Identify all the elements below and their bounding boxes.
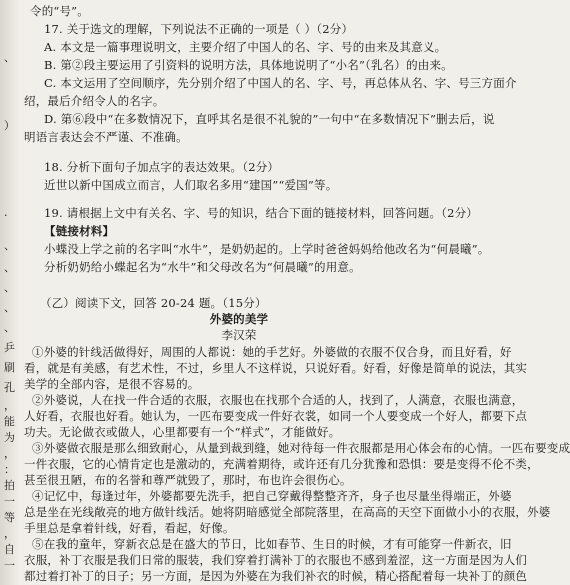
edge-mark: 、: [4, 239, 15, 252]
q16-tail-line: 令的“号”。: [30, 4, 89, 18]
q17-option-d: D. 第⑥段中“在多数情况下，直呼其名是很不礼貌的”一句中“在多数情况下”删去后，说: [44, 112, 495, 126]
q17-option-c-cont: 绍，最后介绍令人的名字。: [24, 94, 165, 108]
para4-line2: 总是坐在光线敞亮的地方做针线活。她将阴暗感觉全部院落里，在高高的天空下面做小小的衣服，外婆: [24, 505, 551, 519]
para1-line3: 美学的全部内容，是很不容易的。: [24, 377, 200, 391]
q17-option-d-cont: 明语言表达会不严谨、不准确。: [24, 130, 188, 144]
essay-author: 李汉荣: [221, 328, 257, 342]
edge-mark: ：: [4, 463, 15, 476]
para1-line2: 看，就是有美感，有艺术性，不过，乡里人不这样说，只说好看。好看，好像是简单的说法，其实: [24, 361, 528, 375]
q18-stem: 18. 分析下面句子加点字的表达效果。（2分）: [44, 160, 280, 174]
q19-stem: 19. 请根据上文中有关名、字、号的知识，结合下面的链接材料，回答问题。（2分）: [44, 206, 479, 220]
para2-line3: 功夫。无论做衣或做人，心里都要有一个“样式”，才能做好。: [24, 425, 341, 439]
para1-line1: ①外婆的针线活做得好，周围的人都说：她的手艺好。外婆做的衣服不仅合身，而且好看，好: [32, 345, 512, 359]
edge-mark: 刷: [4, 361, 15, 374]
para5-line2: 衣服，补丁衣服是我们日常的服装，我们穿着打满补丁的衣服也不感到羞涩，这一方面是因为人们: [24, 553, 528, 567]
edge-mark: 拍: [4, 479, 15, 492]
link-material-heading: 【链接材料】: [44, 224, 115, 238]
link-material-text: 小蝶没上学之前的名字叫“水牛”，是奶奶起的。上学时爸爸妈妈给他改名为“何晨曦”。: [44, 242, 490, 256]
para3-line2: 一件衣服，它的心情肯定也是激动的，充满着期待，或许还有几分犹豫和恐惧：要是变得不伦不类，: [24, 457, 539, 471]
para2-line1: ②外婆说，人在找一件合适的衣服，衣服也在找那个合适的人，找到了，人满意，衣服也满意，: [32, 393, 524, 407]
edge-mark: ，: [4, 527, 15, 540]
edge-mark: 一: [4, 495, 15, 508]
q17-stem: 17. 关于选文的理解，下列说法不正确的一项是（ ）（2分）: [44, 22, 354, 36]
edge-mark: 、: [4, 261, 15, 274]
para2-line2: 人好看，衣服也好看。她认为，一匹布要变成一件好衣裳，如同一个人要变成一个好人，都要下点: [24, 409, 528, 423]
edge-mark: ，: [4, 447, 15, 460]
para5-line3: 都过着打补丁的日子；另一方面，是因为外婆在为我们补衣的时候，精心搭配着每一块补丁的颜色: [24, 569, 528, 583]
q18-sentence: 近世以新中国成立而言，人们取名多用“建国”“爱国”等。: [44, 178, 338, 192]
para4-line1: ④记忆中，每逢过年，外婆都要先洗手，把自己穿戴得整整齐齐，身子也尽量坐得端正，外婆: [32, 489, 512, 503]
para4-line3: 手里总是拿着针线，好看，看起，好像。: [24, 521, 235, 535]
edge-mark: 、: [4, 301, 15, 314]
section-b-intro: （乙）阅读下文，回答 20-24 题。（15分）: [40, 296, 267, 310]
edge-mark: 为: [4, 431, 15, 444]
q17-option-c: C. 本文运用了空间顺序，先分别介绍了中国人的名、字、号，再总体从名、字、号三方面介: [44, 76, 517, 90]
edge-mark: 自: [4, 543, 15, 556]
para5-line1: ⑤在我的童年，穿新衣总是在盛大的节日，比如春节、生日的时候，才有可能穿一件新衣，旧: [32, 537, 512, 551]
q19-question: 分析奶奶给小蝶起名为“水牛”和父母改名为“何晨曦”的用意。: [44, 260, 361, 274]
para3-line1: ③外婆做衣服是那么细致耐心，从量到裁到缝，她对待每一件衣服都是用心体会布的心情。一匹布要变成: [32, 441, 570, 455]
page-binding-edge: [0, 0, 20, 585]
para3-line3: 甚至很丑陋，布的名誉和尊严就毁了，那时，布也许会很伤心。: [24, 473, 352, 487]
edge-mark: ，: [4, 399, 15, 412]
edge-mark: 能: [4, 415, 15, 428]
edge-mark: ）: [4, 119, 15, 132]
q17-option-a: A. 本文是一篇事理说明文，主要介绍了中国人的名、字、号的由来及其意义。: [44, 40, 447, 54]
edge-mark: 孔: [4, 381, 15, 394]
essay-title: 外婆的美学: [209, 312, 269, 326]
edge-mark: 、: [4, 281, 15, 294]
edge-mark: 、: [4, 321, 15, 334]
edge-mark: 一: [4, 559, 15, 572]
edge-mark: 等: [4, 511, 15, 524]
edge-mark: 、: [4, 51, 15, 64]
q17-option-b: B. 第②段主要运用了引资料的说明方法，具体地说明了“小名”（乳名）的由来。: [44, 58, 453, 72]
edge-mark: ·: [4, 209, 8, 222]
edge-mark: 乒: [4, 341, 15, 354]
